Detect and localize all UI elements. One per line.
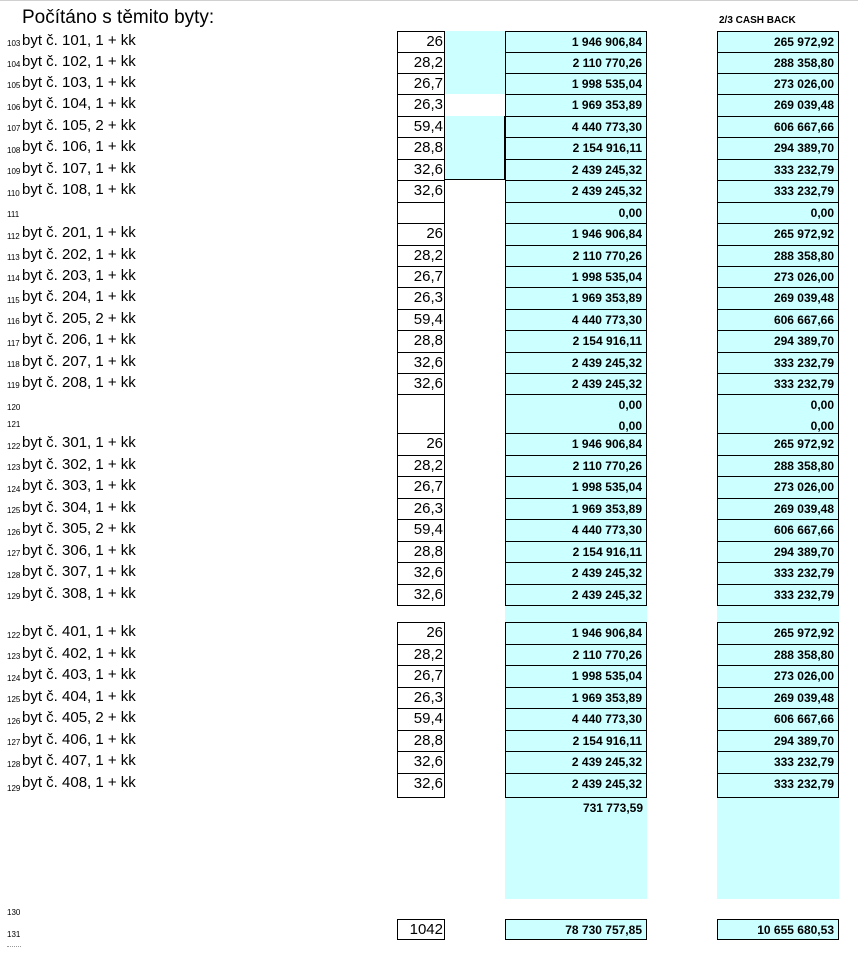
- area-cell[interactable]: 26,7: [397, 73, 445, 95]
- cashback-cell[interactable]: 333 232,79: [717, 773, 839, 798]
- row-number: 126: [7, 717, 21, 726]
- row-number: 130: [7, 908, 21, 917]
- price-cell[interactable]: 2 439 245,32: [505, 373, 647, 395]
- cyan-strip-col-b: [445, 31, 505, 94]
- apartment-label: byt č. 107, 1 + kk: [22, 160, 136, 177]
- row-number: 109: [7, 167, 21, 176]
- cashback-cell[interactable]: 269 039,48: [717, 287, 839, 310]
- row-number: 112: [7, 232, 20, 241]
- apartment-label: byt č. 102, 1 + kk: [22, 53, 136, 70]
- cashback-cell[interactable]: 273 026,00: [717, 665, 839, 688]
- row-number: 110: [7, 189, 20, 198]
- price-cell[interactable]: 2 110 770,26: [505, 644, 647, 666]
- row-number: 127: [7, 549, 21, 558]
- row-number: 113: [7, 253, 20, 262]
- row-number: 118: [7, 360, 20, 369]
- area-cell[interactable]: 32,6: [397, 373, 445, 395]
- cashback-cell[interactable]: 606 667,66: [717, 116, 839, 138]
- cashback-cell[interactable]: 333 232,79: [717, 751, 839, 774]
- apartment-label: byt č. 302, 1 + kk: [22, 456, 136, 473]
- cashback-cell[interactable]: 265 972,92: [717, 31, 839, 53]
- cashback-cell[interactable]: 606 667,66: [717, 708, 839, 731]
- apartment-label: byt č. 408, 1 + kk: [22, 774, 136, 791]
- cashback-cell[interactable]: 333 232,79: [717, 584, 839, 606]
- apartment-label: byt č. 202, 1 + kk: [22, 246, 136, 263]
- price-cell[interactable]: 2 439 245,32: [505, 180, 647, 203]
- area-cell[interactable]: 59,4: [397, 116, 445, 138]
- area-cell[interactable]: 28,8: [397, 730, 445, 752]
- row-number: 107: [7, 124, 21, 133]
- cashback-cell[interactable]: 288 358,80: [717, 455, 839, 477]
- apartment-label: byt č. 303, 1 + kk: [22, 477, 136, 494]
- area-cell[interactable]: 26,7: [397, 665, 445, 688]
- price-cell[interactable]: 2 110 770,26: [505, 245, 647, 267]
- area-cell[interactable]: 28,2: [397, 644, 445, 666]
- price-cell[interactable]: 1 946 906,84: [505, 433, 647, 456]
- apartment-label: byt č. 205, 2 + kk: [22, 310, 136, 327]
- cashback-cell[interactable]: 333 232,79: [717, 180, 839, 203]
- cashback-cell[interactable]: 606 667,66: [717, 309, 839, 331]
- apartment-label: byt č. 207, 1 + kk: [22, 353, 136, 370]
- price-cell[interactable]: 4 440 773,30: [505, 519, 647, 542]
- cashback-cell[interactable]: 273 026,00: [717, 73, 839, 95]
- row-number: 131: [7, 930, 21, 939]
- price-cell[interactable]: 1 946 906,84: [505, 223, 647, 246]
- price-cell[interactable]: 0,00: [505, 202, 647, 224]
- row-number: 106: [7, 103, 21, 112]
- price-cell[interactable]: 1 969 353,89: [505, 687, 647, 709]
- area-cell[interactable]: 26: [397, 433, 445, 456]
- apartment-label: byt č. 401, 1 + kk: [22, 623, 136, 640]
- cashback-cell[interactable]: 269 039,48: [717, 498, 839, 520]
- row-number: 119: [7, 381, 20, 390]
- cashback-cell[interactable]: 288 358,80: [717, 644, 839, 666]
- row-number: 103: [7, 39, 21, 48]
- price-cell[interactable]: 2 439 245,32: [505, 773, 647, 798]
- apartment-label: byt č. 108, 1 + kk: [22, 181, 136, 198]
- area-cell[interactable]: 26,3: [397, 498, 445, 520]
- apartment-label: byt č. 203, 1 + kk: [22, 267, 136, 284]
- apartment-label: byt č. 406, 1 + kk: [22, 731, 136, 748]
- cyan-strip-col-b-2: [445, 116, 505, 180]
- row-number: 129: [7, 784, 21, 793]
- area-cell[interactable]: 26,3: [397, 687, 445, 709]
- cashback-cell[interactable]: 273 026,00: [717, 266, 839, 288]
- row-number: 114: [7, 274, 20, 283]
- price-cell[interactable]: 4 440 773,30: [505, 708, 647, 731]
- area-cell[interactable]: 26,7: [397, 476, 445, 499]
- area-cell[interactable]: 26: [397, 31, 445, 53]
- apartment-label: byt č. 103, 1 + kk: [22, 74, 136, 91]
- area-cell[interactable]: 28,2: [397, 455, 445, 477]
- cashback-cell[interactable]: 333 232,79: [717, 352, 839, 374]
- row-number: 115: [7, 296, 20, 305]
- row-number: 124: [7, 485, 21, 494]
- apartment-label: byt č. 407, 1 + kk: [22, 752, 136, 769]
- row-number: 129: [7, 592, 21, 601]
- row-number: 127: [7, 738, 21, 747]
- area-cell[interactable]: 28,8: [397, 330, 445, 353]
- price-cell[interactable]: 2 439 245,32: [505, 352, 647, 374]
- area-cell[interactable]: 32,6: [397, 159, 445, 181]
- area-cell[interactable]: 28,8: [397, 137, 445, 160]
- row-number: 122: [7, 442, 21, 451]
- row-number: 108: [7, 146, 21, 155]
- row-number: 122: [7, 631, 21, 640]
- cashback-cell[interactable]: 269 039,48: [717, 94, 839, 117]
- row-number: 128: [7, 760, 21, 769]
- cashback-cell[interactable]: 294 389,70: [717, 330, 839, 353]
- apartment-label: byt č. 306, 1 + kk: [22, 542, 136, 559]
- cashback-cell[interactable]: 265 972,92: [717, 223, 839, 246]
- cashback-cell[interactable]: 333 232,79: [717, 159, 839, 181]
- price-cell[interactable]: 1 998 535,04: [505, 266, 647, 288]
- cashback-total-cell[interactable]: 10 655 680,53: [717, 919, 839, 940]
- row-number: 125: [7, 695, 21, 704]
- apartment-label: byt č. 304, 1 + kk: [22, 499, 136, 516]
- cashback-cell[interactable]: 288 358,80: [717, 245, 839, 267]
- cashback-cell[interactable]: 269 039,48: [717, 687, 839, 709]
- price-cell[interactable]: 1 946 906,84: [505, 31, 647, 53]
- area-cell[interactable]: 32,6: [397, 352, 445, 374]
- row-number: 116: [7, 317, 20, 326]
- area-cell[interactable]: 26,7: [397, 266, 445, 288]
- area-cell[interactable]: [397, 202, 445, 224]
- cashback-cell[interactable]: 294 389,70: [717, 730, 839, 752]
- area-cell[interactable]: [397, 416, 445, 434]
- price-cell[interactable]: 2 154 916,11: [505, 541, 647, 563]
- price-cell[interactable]: 1 969 353,89: [505, 287, 647, 310]
- area-cell[interactable]: 32,6: [397, 180, 445, 203]
- apartment-label: byt č. 307, 1 + kk: [22, 563, 136, 580]
- price-cell[interactable]: 0,00: [505, 394, 647, 417]
- apartment-label: byt č. 403, 1 + kk: [22, 666, 136, 683]
- apartment-label: byt č. 402, 1 + kk: [22, 645, 136, 662]
- price-cell[interactable]: 2 154 916,11: [505, 330, 647, 353]
- price-cell[interactable]: 1 998 535,04: [505, 476, 647, 499]
- cyan-gap-cashback: [717, 605, 839, 622]
- row-number: 125: [7, 506, 21, 515]
- row-number: 128: [7, 571, 21, 580]
- area-cell[interactable]: 59,4: [397, 519, 445, 542]
- area-cell[interactable]: 32,6: [397, 751, 445, 774]
- price-cell[interactable]: 1 969 353,89: [505, 498, 647, 520]
- area-cell[interactable]: 26,3: [397, 94, 445, 117]
- cut-off-row: [7, 946, 21, 948]
- area-cell[interactable]: 28,8: [397, 541, 445, 563]
- cyan-block-cashback: [717, 797, 839, 899]
- price-cell[interactable]: 2 154 916,11: [505, 730, 647, 752]
- cashback-cell[interactable]: 606 667,66: [717, 519, 839, 542]
- top-gridline: [0, 0, 858, 1]
- area-cell[interactable]: 28,2: [397, 52, 445, 74]
- row-number: 111: [7, 210, 20, 219]
- cyan-gap-price: [505, 605, 647, 622]
- cashback-cell[interactable]: 0,00: [717, 394, 839, 417]
- price-cell[interactable]: 0,00: [505, 416, 647, 434]
- apartment-label: byt č. 106, 1 + kk: [22, 138, 136, 155]
- apartment-label: byt č. 404, 1 + kk: [22, 688, 136, 705]
- area-cell[interactable]: [397, 394, 445, 417]
- price-cell[interactable]: 1 998 535,04: [505, 665, 647, 688]
- price-cell[interactable]: 2 439 245,32: [505, 584, 647, 606]
- area-cell[interactable]: 26: [397, 223, 445, 246]
- area-cell[interactable]: 32,6: [397, 773, 445, 798]
- row-number: 123: [7, 652, 21, 661]
- apartment-label: byt č. 208, 1 + kk: [22, 374, 136, 391]
- apartment-label: byt č. 201, 1 + kk: [22, 224, 136, 241]
- apartment-label: byt č. 206, 1 + kk: [22, 331, 136, 348]
- row-number: 120: [7, 403, 21, 412]
- page-title: Počítáno s těmito byty:: [22, 7, 215, 28]
- cashback-cell[interactable]: 265 972,92: [717, 433, 839, 456]
- price-cell[interactable]: 2 439 245,32: [505, 751, 647, 774]
- area-cell[interactable]: 59,4: [397, 708, 445, 731]
- price-cell[interactable]: 4 440 773,30: [505, 116, 647, 138]
- cashback-cell[interactable]: 333 232,79: [717, 562, 839, 585]
- price-cell[interactable]: 1 946 906,84: [505, 622, 647, 645]
- cashback-header: 2/3 CASH BACK: [719, 15, 796, 26]
- apartment-label: byt č. 308, 1 + kk: [22, 585, 136, 602]
- row-number: 124: [7, 674, 21, 683]
- cashback-cell[interactable]: 294 389,70: [717, 541, 839, 563]
- row-number: 104: [7, 60, 21, 69]
- price-cell[interactable]: 2 110 770,26: [505, 52, 647, 74]
- area-cell[interactable]: 59,4: [397, 309, 445, 331]
- apartment-label: byt č. 305, 2 + kk: [22, 520, 136, 537]
- cashback-cell[interactable]: 288 358,80: [717, 52, 839, 74]
- apartment-label: byt č. 405, 2 + kk: [22, 709, 136, 726]
- row-number: 123: [7, 463, 21, 472]
- area-cell[interactable]: 32,6: [397, 584, 445, 606]
- apartment-label: byt č. 105, 2 + kk: [22, 117, 136, 134]
- price-cell[interactable]: 2 439 245,32: [505, 159, 647, 181]
- price-cell[interactable]: 2 439 245,32: [505, 562, 647, 585]
- cashback-cell[interactable]: 0,00: [717, 416, 839, 434]
- area-total-cell[interactable]: 1042: [397, 919, 445, 940]
- apartment-label: byt č. 104, 1 + kk: [22, 95, 136, 112]
- cashback-cell[interactable]: 294 389,70: [717, 137, 839, 160]
- cashback-cell[interactable]: 333 232,79: [717, 373, 839, 395]
- apartment-label: byt č. 101, 1 + kk: [22, 32, 136, 49]
- area-cell[interactable]: 26,3: [397, 287, 445, 310]
- cashback-cell[interactable]: 273 026,00: [717, 476, 839, 499]
- area-cell[interactable]: 26: [397, 622, 445, 645]
- apartment-label: byt č. 301, 1 + kk: [22, 434, 136, 451]
- row-number: 126: [7, 528, 21, 537]
- row-number: 105: [7, 81, 21, 90]
- price-total-cell[interactable]: 78 730 757,85: [505, 919, 647, 940]
- cashback-cell[interactable]: 265 972,92: [717, 622, 839, 645]
- price-cell[interactable]: 4 440 773,30: [505, 309, 647, 331]
- price-cell[interactable]: 2 110 770,26: [505, 455, 647, 477]
- cashback-cell[interactable]: 0,00: [717, 202, 839, 224]
- subtotal-value: 731 773,59: [582, 801, 643, 815]
- price-cell[interactable]: 2 154 916,11: [505, 137, 647, 160]
- area-cell[interactable]: 28,2: [397, 245, 445, 267]
- row-number: 121: [7, 420, 21, 429]
- apartment-label: byt č. 204, 1 + kk: [22, 288, 136, 305]
- price-cell[interactable]: 1 969 353,89: [505, 94, 647, 117]
- row-number: 117: [7, 339, 20, 348]
- price-cell[interactable]: 1 998 535,04: [505, 73, 647, 95]
- area-cell[interactable]: 32,6: [397, 562, 445, 585]
